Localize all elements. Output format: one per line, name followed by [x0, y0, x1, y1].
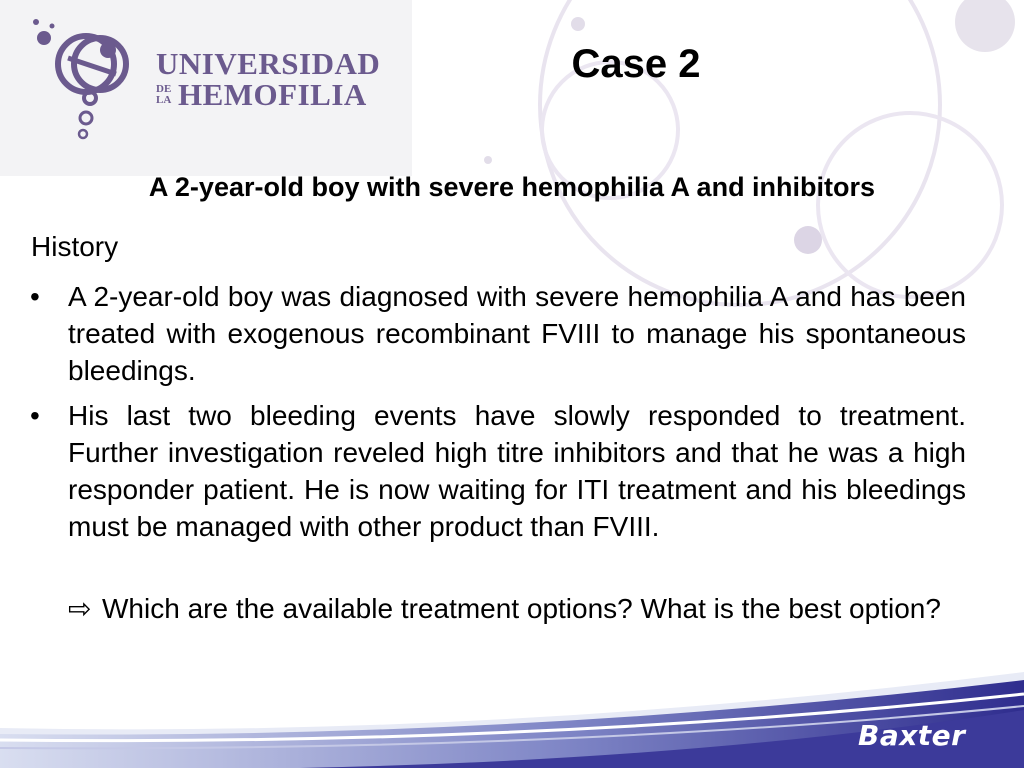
logo-prefix-de: DE	[156, 82, 172, 95]
logo-panel	[0, 0, 412, 176]
question-text: Which are the available treatment options? What is the best option?	[102, 593, 941, 624]
bullet-item	[30, 397, 966, 545]
slide-subtitle: A 2-year-old boy with severe hemophilia A and inhibitors	[148, 172, 876, 202]
logo-prefix-la: LA	[156, 93, 172, 106]
history-bullet-list	[30, 278, 966, 553]
question-text-block	[68, 590, 958, 627]
bullet-item	[30, 278, 966, 389]
bullet-text: A 2-year-old boy was diagnosed with severe hemophilia A and has been treated with exogenous recombinant FVIII to manage his spontaneous bleedings.	[68, 281, 966, 386]
right-arrow-icon: ⇨	[68, 593, 92, 624]
section-label-history: History	[31, 231, 119, 262]
baxter-logo: Baxter	[858, 719, 966, 752]
bullet-text: His last two bleeding events have slowly responded to treatment. Further investigation reveled high titre inhibitors and that he was a high responder patient. He is now waiting for ITI treatment and his bleedings must be managed with other product than FVIII.	[68, 400, 966, 542]
universidad-logo-icon	[28, 14, 138, 154]
bullet-dot-icon: •	[30, 281, 40, 312]
logo-prefix	[156, 84, 178, 106]
logo-line2-main: HEMOFILIA	[178, 77, 367, 112]
logo-line2	[156, 79, 380, 110]
slide-title: Case 2	[571, 42, 701, 86]
logo-wordmark	[156, 48, 380, 110]
logo-line1: UNIVERSIDAD	[156, 46, 381, 81]
bullet-dot-icon: •	[30, 400, 40, 431]
